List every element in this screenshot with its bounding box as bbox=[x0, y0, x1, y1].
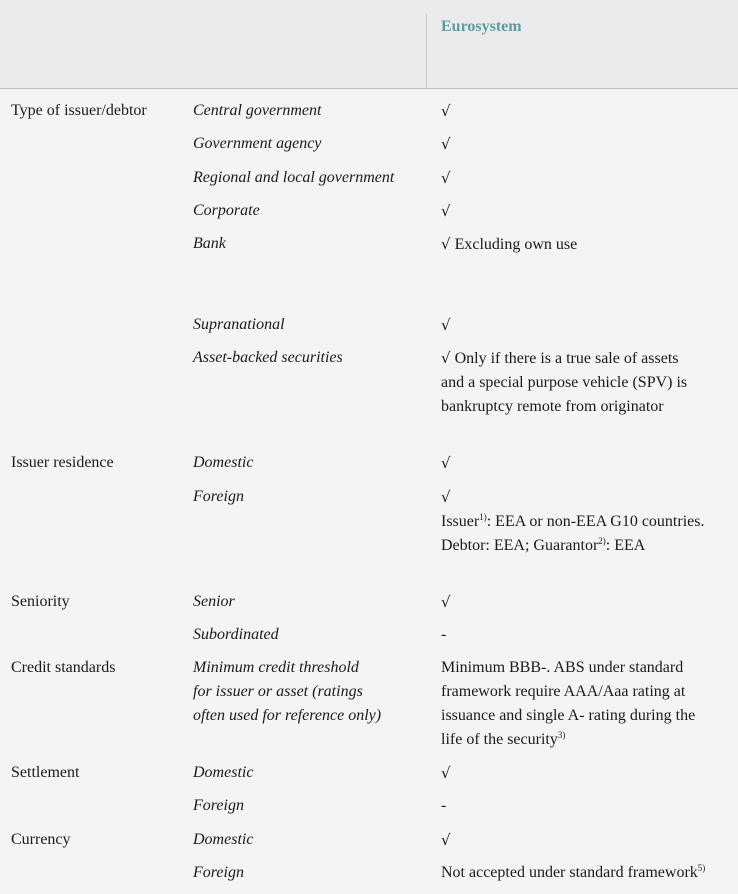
row-item-line: Minimum credit threshold bbox=[193, 659, 359, 676]
check-mark-icon: √ bbox=[441, 488, 451, 506]
header-column-divider bbox=[426, 14, 427, 88]
row-value bbox=[441, 99, 738, 124]
row-value-text: Not accepted under standard framework bbox=[441, 864, 698, 881]
row-category: Currency bbox=[11, 831, 71, 848]
row-value bbox=[441, 861, 738, 885]
row-value bbox=[441, 232, 738, 257]
row-value-line: issuance and single A- rating during the bbox=[441, 707, 696, 724]
check-mark-icon: √ bbox=[441, 102, 451, 120]
row-value bbox=[441, 199, 738, 224]
row-value-line: framework require AAA/Aaa rating at bbox=[441, 683, 686, 700]
row-item: Foreign bbox=[193, 797, 244, 814]
row-value bbox=[441, 313, 738, 338]
column-title-eurosystem: Eurosystem bbox=[441, 18, 522, 35]
row-item: Subordinated bbox=[193, 626, 279, 643]
row-value: - bbox=[441, 797, 447, 814]
footnote-ref: 5) bbox=[697, 863, 706, 873]
issuer-label: Issuer bbox=[441, 513, 480, 530]
row-value-line: and a special purpose vehicle (SPV) is bbox=[441, 374, 688, 391]
check-mark-icon: √ bbox=[441, 831, 451, 849]
row-value bbox=[441, 590, 738, 615]
row-item: Domestic bbox=[193, 764, 254, 781]
row-item: Foreign bbox=[193, 488, 244, 505]
row-item: Senior bbox=[193, 593, 235, 610]
row-category: Credit standards bbox=[11, 659, 116, 676]
row-item-line: for issuer or asset (ratings bbox=[193, 683, 363, 700]
row-item: Domestic bbox=[193, 454, 254, 471]
check-mark-icon: √ bbox=[441, 593, 451, 611]
check-mark-icon: √ bbox=[441, 235, 451, 253]
row-item bbox=[193, 656, 425, 728]
row-value bbox=[441, 451, 738, 476]
row-value bbox=[441, 485, 738, 558]
issuer-text: : EEA or non-EEA G10 countries. bbox=[486, 513, 705, 530]
row-value-line: Only if there is a true sale of assets bbox=[454, 350, 679, 367]
check-mark-icon: √ bbox=[441, 316, 451, 334]
row-value: - bbox=[441, 626, 447, 643]
debtor-text: Debtor: EEA; Guarantor bbox=[441, 537, 599, 554]
check-mark-icon: √ bbox=[441, 202, 451, 220]
guarantor-text: : EEA bbox=[605, 537, 646, 554]
row-item: Central government bbox=[193, 102, 322, 119]
footnote-ref: 2) bbox=[598, 536, 606, 546]
row-item: Supranational bbox=[193, 316, 285, 333]
check-mark-icon: √ bbox=[441, 135, 451, 153]
row-value bbox=[441, 828, 738, 853]
row-item-line: often used for reference only) bbox=[193, 707, 382, 724]
row-item: Domestic bbox=[193, 831, 254, 848]
row-value bbox=[441, 761, 738, 786]
row-category: Issuer residence bbox=[11, 454, 114, 471]
row-item: Government agency bbox=[193, 135, 322, 152]
row-value bbox=[441, 166, 738, 191]
row-value-line: Minimum BBB-. ABS under standard bbox=[441, 659, 684, 676]
row-item: Foreign bbox=[193, 864, 244, 881]
row-value bbox=[441, 346, 738, 419]
row-item: Asset-backed securities bbox=[193, 349, 343, 366]
footnote-ref: 3) bbox=[557, 730, 566, 740]
check-mark-icon: √ bbox=[441, 764, 451, 782]
check-mark-icon: √ bbox=[441, 169, 451, 187]
row-value bbox=[441, 656, 738, 752]
row-value-line: life of the security bbox=[441, 731, 558, 748]
check-mark-icon: √ bbox=[441, 454, 451, 472]
row-value-line: bankruptcy remote from originator bbox=[441, 398, 664, 415]
row-value-text: Excluding own use bbox=[454, 236, 578, 253]
row-category: Type of issuer/debtor bbox=[11, 102, 147, 119]
footnote-ref: 1) bbox=[479, 512, 487, 522]
row-item: Bank bbox=[193, 235, 226, 252]
row-item: Regional and local government bbox=[193, 169, 395, 186]
table-header bbox=[0, 0, 738, 88]
row-category: Seniority bbox=[11, 593, 70, 610]
check-mark-icon: √ bbox=[441, 349, 451, 367]
row-value bbox=[441, 132, 738, 157]
row-item: Corporate bbox=[193, 202, 260, 219]
row-category: Settlement bbox=[11, 764, 80, 781]
